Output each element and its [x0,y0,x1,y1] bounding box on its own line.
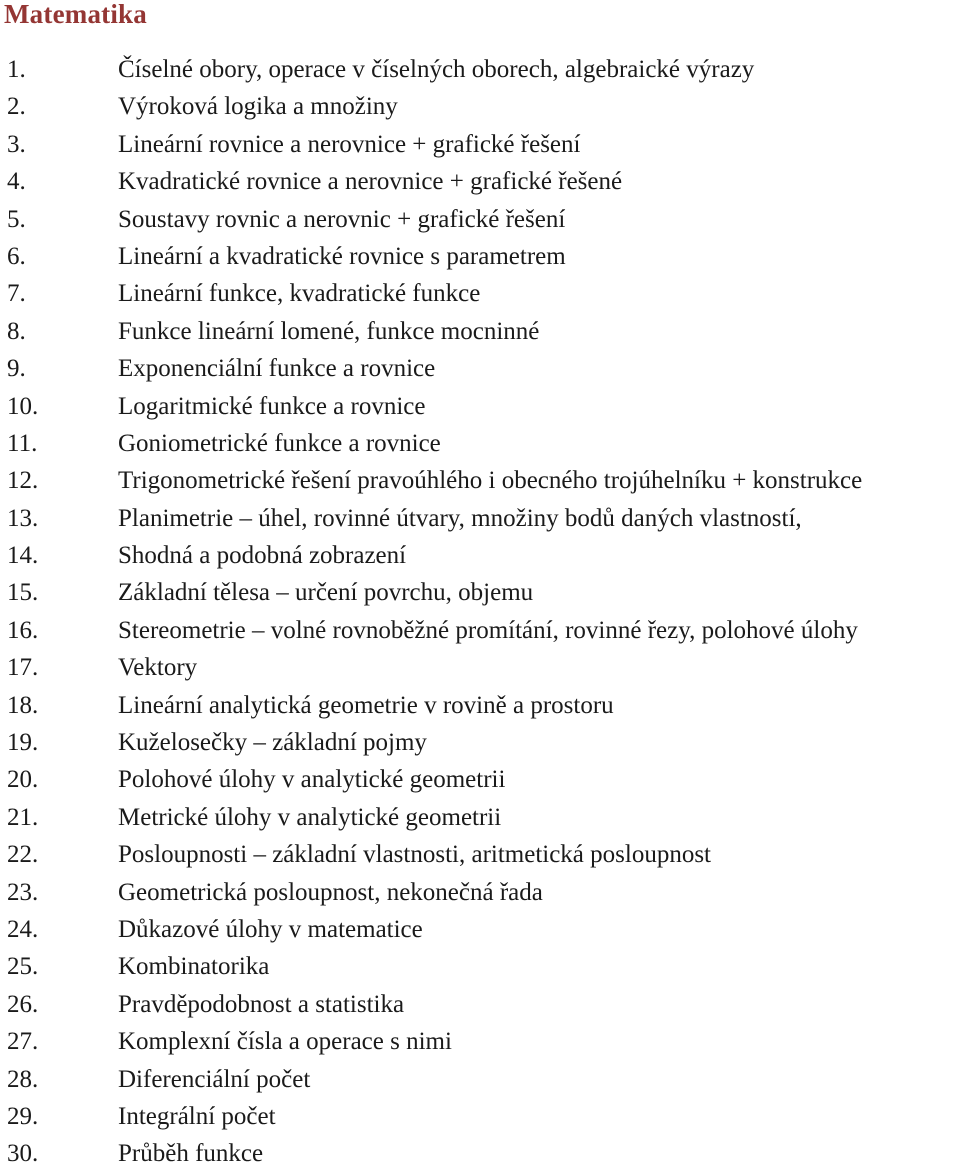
list-item [0,537,960,574]
list-item [0,1061,960,1098]
list-item [0,1023,960,1060]
topic-number: 1. [7,56,26,83]
topic-number: 26. [7,990,39,1018]
list-item [0,911,960,948]
topic-text: Pravděpodobnost a statistika [118,990,405,1018]
topic-number: 23. [7,878,39,906]
topic-text: Metrické úlohy v analytické geometrii [118,803,502,831]
topic-number: 24. [7,915,39,943]
topic-number: 11. [7,429,38,457]
topic-number: 29. [7,1102,39,1130]
topic-text: Kuželosečky – základní pojmy [118,729,427,757]
topic-text: Lineární analytická geometrie v rovině a prostoru [118,691,614,719]
list-item [0,425,960,462]
list-item [0,799,960,836]
list-item [0,350,960,387]
list-item [0,462,960,499]
topic-text: Trigonometrické řešení pravoúhlého i obecného trojúhelníku + konstrukce [118,467,863,495]
list-item [0,687,960,724]
list-item [0,724,960,761]
topic-text: Shodná a podobná zobrazení [118,542,407,570]
topic-text: Exponenciální funkce a rovnice [118,355,436,383]
topic-text: Polohové úlohy v analytické geometrii [118,766,506,794]
list-item [0,874,960,911]
list-item [0,649,960,686]
topic-text: Důkazové úlohy v matematice [118,915,423,943]
topic-text: Číselné obory, operace v číselných oborech, algebraické výrazy [118,56,755,83]
list-item [0,313,960,350]
topic-text: Lineární a kvadratické rovnice s parametrem [118,242,566,270]
list-item [0,761,960,798]
topic-number: 14. [7,542,39,570]
topic-number: 19. [7,729,39,757]
list-item [0,1098,960,1135]
topic-text: Stereometrie – volné rovnoběžné promítání, rovinné řezy, polohové úlohy [118,616,858,644]
list-item [0,1135,960,1172]
topic-text: Základní tělesa – určení povrchu, objemu [118,579,534,607]
topic-number: 16. [7,616,39,644]
topic-number: 21. [7,803,39,831]
list-item [0,238,960,275]
list-item [0,88,960,125]
topic-text: Soustavy rovnic a nerovnic + grafické řešení [118,205,566,233]
topic-number: 25. [7,953,39,981]
topic-number: 30. [7,1140,39,1168]
topic-number: 4. [7,168,26,196]
topic-number: 10. [7,392,39,420]
list-item [0,163,960,200]
topic-number: 18. [7,691,39,719]
list-item [0,574,960,611]
topic-number: 17. [7,654,39,682]
topic-text: Diferenciální počet [118,1065,311,1093]
topic-text: Vektory [118,654,198,682]
list-item [0,51,960,88]
list-item [0,986,960,1023]
topic-number: 6. [7,242,26,270]
topic-text: Funkce lineární lomené, funkce mocninné [118,317,540,345]
list-item [0,126,960,163]
topic-number: 13. [7,504,39,532]
topic-text: Goniometrické funkce a rovnice [118,429,441,457]
topic-text: Kombinatorika [118,953,270,981]
list-item [0,948,960,985]
topic-text: Komplexní čísla a operace s nimi [118,1028,452,1056]
topic-text: Kvadratické rovnice a nerovnice + grafické řešené [118,168,623,196]
topic-number: 12. [7,467,39,495]
list-item [0,201,960,238]
list-item [0,612,960,649]
topic-text: Geometrická posloupnost, nekonečná řada [118,878,543,906]
list-item [0,836,960,873]
topic-number: 15. [7,579,39,607]
topic-number: 8. [7,317,26,345]
topic-number: 7. [7,280,26,308]
topic-text: Planimetrie – úhel, rovinné útvary, množiny bodů daných vlastností, [118,504,802,532]
list-item [0,388,960,425]
topic-text: Logaritmické funkce a rovnice [118,392,426,420]
topic-number: 2. [7,93,26,121]
topic-number: 28. [7,1065,39,1093]
list-item [0,275,960,312]
topic-number: 3. [7,130,26,158]
topic-list [0,51,960,1173]
topic-text: Průběh funkce [118,1140,264,1168]
topic-number: 5. [7,205,26,233]
topic-text: Lineární rovnice a nerovnice + grafické řešení [118,130,581,158]
topic-text: Posloupnosti – základní vlastnosti, aritmetická posloupnost [118,841,712,869]
topic-number: 22. [7,841,39,869]
topic-number: 9. [7,355,26,383]
list-item [0,500,960,537]
topic-number: 20. [7,766,39,794]
topic-text: Lineární funkce, kvadratické funkce [118,280,481,308]
topic-text: Výroková logika a množiny [118,93,398,121]
page-title: Matematika [4,0,147,29]
topic-text: Integrální počet [118,1102,276,1130]
topic-number: 27. [7,1028,39,1056]
